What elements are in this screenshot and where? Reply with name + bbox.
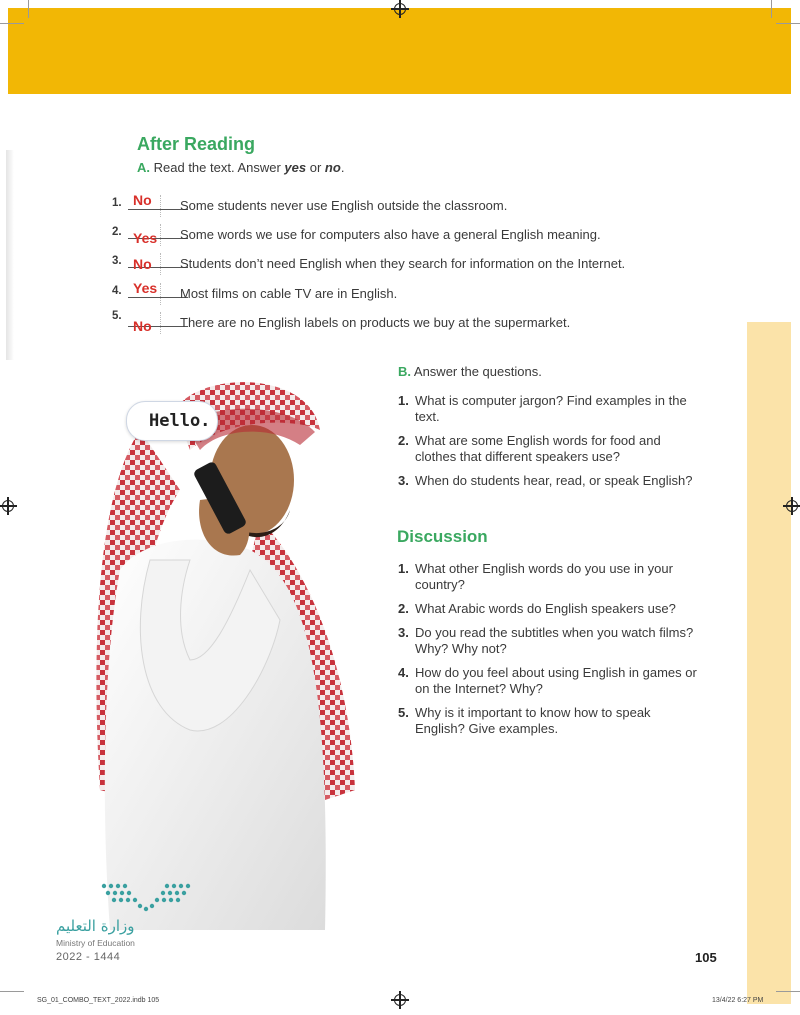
question-text: What Arabic words do English speakers use? xyxy=(415,601,676,616)
crop-mark xyxy=(28,0,29,18)
handwritten-answer: No xyxy=(133,318,152,334)
question-statement: Some students never use English outside the classroom. xyxy=(180,198,508,213)
scan-mark xyxy=(160,224,163,246)
section-b-questions xyxy=(398,393,698,497)
speech-bubble xyxy=(126,401,218,441)
question-text: What other English words do you use in your country? xyxy=(415,561,673,592)
page-number: 105 xyxy=(695,950,717,965)
instruction-text: Read the text. Answer xyxy=(153,160,285,175)
scan-mark xyxy=(160,312,163,334)
question-number: 3. xyxy=(112,255,122,267)
question-text: Do you read the subtitles when you watch films? Why? Why not? xyxy=(415,625,694,656)
list-item xyxy=(398,705,698,737)
crop-mark xyxy=(776,991,800,992)
list-item xyxy=(398,393,698,425)
instruction-a xyxy=(137,160,344,175)
question-text: When do students hear, read, or speak English? xyxy=(415,473,693,488)
ministry-logo-dots-icon xyxy=(100,880,192,914)
side-color-strip xyxy=(747,322,791,1004)
instruction-letter: B. xyxy=(398,364,411,379)
instruction-text: . xyxy=(340,160,345,175)
ministry-name-english: Ministry of Education xyxy=(56,938,135,948)
handwritten-answer: No xyxy=(133,256,152,272)
scan-mark xyxy=(160,195,163,217)
crop-mark xyxy=(776,23,800,24)
scan-mark xyxy=(160,253,163,275)
list-item xyxy=(398,665,698,697)
question-text: What is computer jargon? Find examples in the text. xyxy=(415,393,687,424)
crop-mark xyxy=(771,0,772,18)
list-item xyxy=(398,433,698,465)
answer-blank[interactable] xyxy=(128,209,188,210)
page-gutter-shadow xyxy=(6,150,14,360)
question-statement: There are no English labels on products we buy at the supermarket. xyxy=(180,315,571,330)
question-number: 5. xyxy=(112,310,122,322)
question-statement: Some words we use for computers also have a general English meaning. xyxy=(180,227,601,242)
registration-mark-icon xyxy=(394,3,406,15)
question-number: 2. xyxy=(398,601,409,616)
discussion-questions xyxy=(398,561,698,745)
question-number: 1. xyxy=(398,561,409,576)
question-number: 2. xyxy=(112,226,122,238)
instruction-letter: A. xyxy=(137,160,150,175)
ministry-name-arabic: وزارة التعليم xyxy=(56,917,135,935)
question-number: 2. xyxy=(398,433,409,448)
section-heading-discussion: Discussion xyxy=(397,527,488,546)
instruction-text: or xyxy=(306,160,325,175)
top-banner xyxy=(8,8,791,94)
crop-mark xyxy=(0,991,24,992)
scan-mark xyxy=(160,283,163,305)
instruction-text: Answer the questions. xyxy=(413,364,542,379)
question-number: 5. xyxy=(398,705,409,720)
crop-mark xyxy=(0,23,24,24)
question-statement: Students don’t need English when they search for information on the Internet. xyxy=(180,256,626,271)
ministry-year: 2022 - 1444 xyxy=(56,951,121,963)
instruction-b xyxy=(398,364,542,379)
handwritten-answer: No xyxy=(133,192,152,208)
list-item xyxy=(398,473,698,489)
registration-mark-icon xyxy=(2,500,14,512)
question-text: Why is it important to know how to speak English? Give examples. xyxy=(415,705,651,736)
registration-mark-icon xyxy=(786,500,798,512)
print-footer-file: SG_01_COMBO_TEXT_2022.indb 105 xyxy=(37,997,160,1004)
instruction-no: no xyxy=(324,160,341,175)
list-item xyxy=(398,625,698,657)
man-on-phone-photo xyxy=(80,370,360,930)
handwritten-answer: Yes xyxy=(133,230,158,246)
question-number: 4. xyxy=(112,285,122,297)
list-item xyxy=(398,601,698,617)
answer-blank[interactable] xyxy=(128,297,188,298)
section-heading-after-reading: After Reading xyxy=(137,134,256,154)
question-text: How do you feel about using English in games or on the Internet? Why? xyxy=(415,665,697,696)
registration-mark-icon xyxy=(394,994,406,1006)
question-number: 3. xyxy=(398,473,409,488)
instruction-yes: yes xyxy=(284,160,307,175)
question-number: 3. xyxy=(398,625,409,640)
question-number: 1. xyxy=(112,197,122,209)
question-statement: Most films on cable TV are in English. xyxy=(180,286,398,301)
question-number: 4. xyxy=(398,665,409,680)
list-item xyxy=(398,561,698,593)
speech-bubble-text: Hello. xyxy=(149,411,211,431)
question-text: What are some English words for food and clothes that different speakers use? xyxy=(415,433,661,464)
question-number: 1. xyxy=(398,393,409,408)
handwritten-answer: Yes xyxy=(133,280,158,296)
print-footer-timestamp: 13/4/22 6:27 PM xyxy=(712,997,764,1004)
